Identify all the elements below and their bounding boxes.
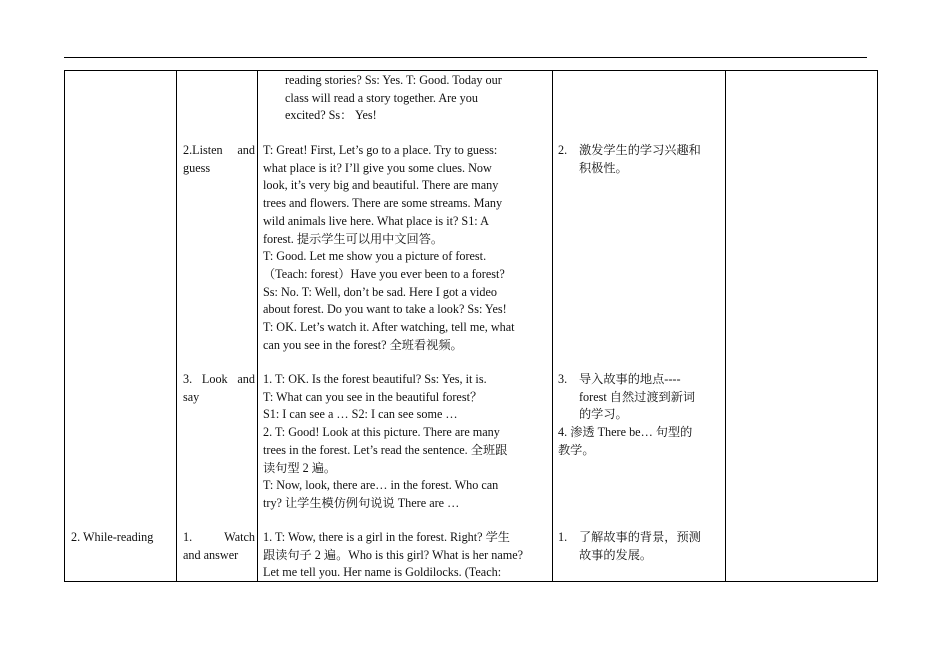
intent-cell: [553, 71, 726, 582]
intent-item-4: 4. 渗透 There be… 句型的 教学。: [558, 425, 693, 457]
procedure-intro: reading stories? Ss: Yes. T: Good. Today our class will read a story together. Are you excited? Ss： Yes!: [285, 73, 502, 123]
header-rule: [64, 57, 867, 58]
intent-item-3: 3. 导入故事的地点---- forest 自然过渡到新词 的学习。: [558, 372, 696, 422]
intent-item-1: 1. 了解故事的背景，预测 故事的发展。: [558, 530, 701, 562]
lesson-plan-table: [64, 70, 878, 582]
table-row: [65, 71, 878, 582]
step-watch-answer: 1. Watch and answer: [183, 530, 255, 562]
intent-items-3-4: [558, 371, 724, 460]
procedure-look-say: 1. T: OK. Is the forest beautiful? Ss: Yes, it is. T: What can you see in the beautiful forest？ S1: I can see a … S2: I can see some … 2. T: Good! Look at this picture. There are many trees in the forest. Let’s read the sentence. 全班跟 读句型 2 遍。 T: Now, look, there are… in the forest. Who can try? 让学生模仿例句说说 There are …: [263, 372, 508, 510]
notes-cell: [726, 71, 878, 582]
procedure-listen-guess: T: Great! First, Let’s go to a place. Try to guess: what place is it? I’ll give you some clues. Now look, it’s very big and beautiful. There are many trees and flowers. There are some streams. Many wild animals live here. What place is it? S1: A forest. 提示学生可以用中文回答。 T: Good. Let me show you a picture of forest. （Teach: forest）Have you ever been to a forest? Ss: No. T: Well, don’t be sad. Here I got a video about forest. Do you want to take a look? Ss: Yes! T: OK. Let’s watch it. After watching, tell me, what can you see in the forest? 全班看视频。: [263, 143, 515, 352]
step-listen-guess: 2.Listen and guess: [183, 143, 255, 175]
step-cell: [177, 71, 258, 582]
step-look-say: 3. Look and say: [183, 372, 255, 404]
procedure-cell: [258, 71, 553, 582]
stage-while-reading: 2. While-reading: [71, 530, 154, 544]
procedure-watch-answer: 1. T: Wow, there is a girl in the forest. Right? 学生 跟读句子 2 遍。Who is this girl? What is her name? Let me tell you. Her name is Goldilocks. (Teach:: [263, 530, 524, 580]
stage-cell: [65, 71, 177, 582]
intent-item-2: 2. 激发学生的学习兴趣和 积极性。: [558, 143, 701, 175]
